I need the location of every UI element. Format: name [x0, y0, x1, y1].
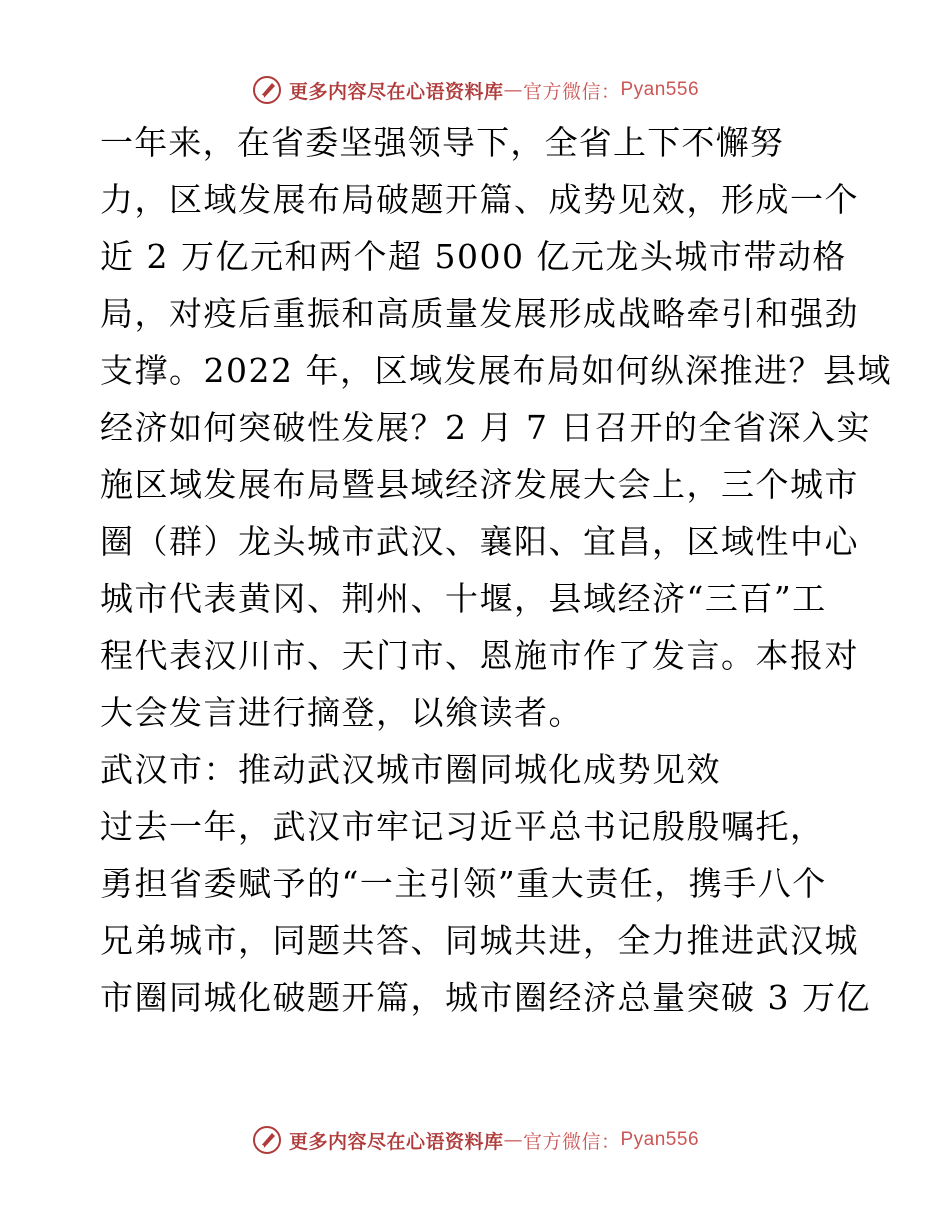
text-line: 过去一年，武汉市牢记习近平总书记殷殷嘱托， — [100, 807, 825, 846]
banner-main-text: 更多内容尽在心语资料库 — [288, 1130, 504, 1153]
text-line: 程代表汉川市、天门市、恩施市作了发言。本报对 — [100, 636, 859, 675]
text-line: 力，区域发展布局破题开篇、成势见效，形成一个 — [100, 180, 859, 219]
pen-logo-icon — [251, 74, 283, 106]
paragraph-wuhan — [100, 807, 871, 1038]
text-line: 兄弟城市，同题共答、同城共进，全力推进武汉城 — [100, 921, 859, 960]
text-line: 局，对疫后重振和高质量发展形成战略牵引和强劲 — [100, 294, 859, 333]
banner-wechat-id: Pyan556 — [620, 1129, 700, 1150]
text-line: 城市代表黄冈、荆州、十堰，县域经济“三百”工 — [100, 579, 827, 618]
banner-wechat-label: 官方微信： — [522, 80, 621, 103]
section-heading: 武汉市：推动武汉城市圈同城化成势见效 — [100, 750, 721, 789]
banner-main-text: 更多内容尽在心语资料库 — [288, 80, 504, 103]
text-line: 施区域发展布局暨县域经济发展大会上，三个城市 — [100, 465, 859, 504]
text-line: 经济如何突破性发展？2 月 7 日召开的全省深入实 — [100, 408, 871, 447]
banner-wechat-id: Pyan556 — [620, 79, 700, 100]
text-line: 近 2 万亿元和两个超 5000 亿元龙头城市带动格 — [100, 237, 847, 276]
banner-wechat-label: 官方微信： — [522, 1130, 621, 1153]
banner-separator: — — [503, 79, 523, 101]
document-body — [100, 123, 892, 1038]
text-line: 圈（群）龙头城市武汉、襄阳、宜昌，区域性中心 — [100, 522, 859, 561]
footer-banner — [0, 1124, 950, 1156]
pen-logo-icon — [251, 1124, 283, 1156]
text-line: 一年来，在省委坚强领导下，全省上下不懈努 — [100, 123, 784, 162]
section-heading-wuhan — [100, 750, 860, 810]
header-banner — [0, 74, 950, 106]
text-line: 市圈同城化破题开篇，城市圈经济总量突破 3 万亿 — [100, 978, 871, 1017]
text-line: 勇担省委赋予的“一主引领”重大责任，携手八个 — [100, 864, 827, 903]
banner-separator: — — [503, 1129, 523, 1151]
text-line: 支撑。2022 年，区域发展布局如何纵深推进？县域 — [100, 351, 892, 390]
paragraph-intro — [100, 123, 892, 753]
text-line: 大会发言进行摘登，以飨读者。 — [100, 693, 583, 732]
